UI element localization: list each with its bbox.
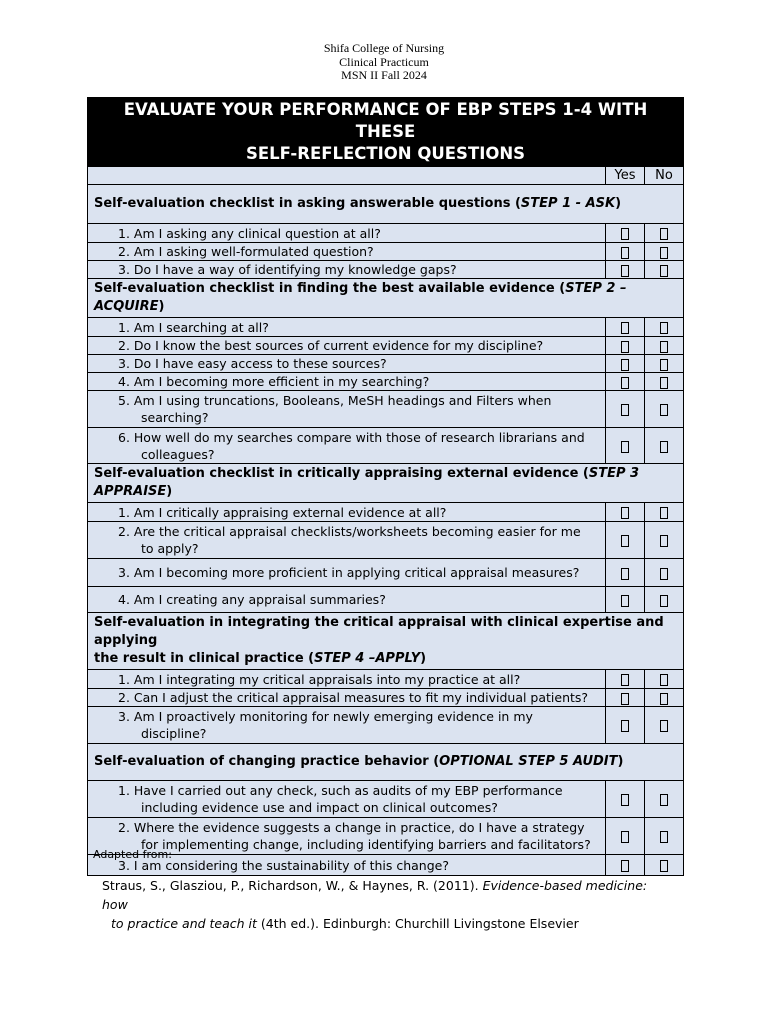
yes-checkbox[interactable]: [621, 568, 629, 580]
question-row: [88, 818, 684, 855]
question-cell: [88, 689, 606, 707]
reference-publisher: (4th ed.). Edinburgh: Churchill Livingstone Elsevier: [256, 916, 579, 931]
question-row: [88, 391, 684, 428]
document-header: [0, 42, 768, 83]
question-text-line1: 2. Can I adjust the critical appraisal measures to fit my individual patients?: [118, 690, 589, 705]
section-heading: [88, 613, 684, 670]
question-row: [88, 318, 684, 337]
question-row: [88, 855, 684, 876]
question-text: [118, 857, 599, 874]
section-heading-text: Self-evaluation checklist in asking answerable questions (: [94, 196, 521, 211]
reference-line-2: [102, 914, 662, 933]
question-text-line1: 6. How well do my searches compare with those of research librarians and: [118, 429, 585, 445]
section-heading-close: ): [617, 754, 624, 769]
question-text: [118, 782, 599, 816]
yes-checkbox-cell[interactable]: [606, 337, 645, 355]
question-row: [88, 707, 684, 744]
yes-checkbox-cell[interactable]: [606, 355, 645, 373]
yes-checkbox[interactable]: [621, 441, 629, 453]
question-text-line2: searching?: [141, 410, 209, 425]
checklist-table: [87, 97, 684, 876]
question-text: [118, 392, 599, 426]
section-heading: [88, 464, 684, 503]
header-spacer-cell: [88, 167, 606, 185]
question-text-line1: 3. I am considering the sustainability of this change?: [118, 857, 449, 873]
no-checkbox[interactable]: [660, 404, 668, 416]
question-cell: [88, 587, 606, 613]
no-checkbox-cell[interactable]: [645, 818, 684, 855]
question-text-line1: 2. Where the evidence suggests a change in practice, do I have a strategy: [118, 820, 585, 835]
no-checkbox-cell[interactable]: [645, 559, 684, 587]
question-text: [118, 819, 599, 853]
question-text-line1: 2. Are the critical appraisal checklists/worksheets becoming easier for me: [118, 524, 581, 539]
question-text-line1: 1. Am I searching at all?: [118, 319, 269, 335]
question-text: [118, 319, 599, 336]
question-row: [88, 689, 684, 707]
section-heading-text: Self-evaluation of changing practice behavior (: [94, 754, 440, 769]
yes-checkbox-cell[interactable]: [606, 818, 645, 855]
table-title-line1: EVALUATE YOUR PERFORMANCE OF EBP STEPS 1-4 WITH THESE: [123, 100, 648, 141]
question-text-line2: colleagues?: [141, 446, 215, 462]
yes-checkbox[interactable]: [621, 535, 629, 547]
no-checkbox[interactable]: [660, 441, 668, 453]
no-checkbox[interactable]: [660, 377, 668, 389]
section-heading-close: ): [420, 651, 427, 666]
question-text: [118, 429, 599, 463]
question-cell: [88, 522, 606, 559]
question-row: [88, 224, 684, 243]
question-text-line2: including evidence use and impact on clinical outcomes?: [141, 800, 498, 815]
section-step-label: STEP 4 –APPLY: [314, 651, 421, 666]
no-checkbox-cell[interactable]: [645, 707, 684, 744]
yes-column-header: Yes: [606, 167, 645, 185]
section-heading-text: Self-evaluation checklist in critically appraising external evidence (: [94, 466, 589, 481]
section-heading-close: ): [615, 196, 622, 211]
no-checkbox[interactable]: [660, 228, 668, 240]
question-text-line1: 1. Have I carried out any check, such as audits of my EBP performance: [118, 783, 563, 798]
table-title: [88, 98, 684, 167]
yes-checkbox[interactable]: [621, 322, 629, 334]
section-heading-text: Self-evaluation checklist in finding the best available evidence (: [94, 281, 566, 296]
question-row: [88, 373, 684, 391]
question-text-line1: 3. Am I becoming more proficient in applying critical appraisal measures?: [118, 565, 580, 580]
section-heading: [88, 279, 684, 318]
question-text: [118, 591, 599, 608]
question-text-line1: 1. Am I critically appraising external evidence at all?: [118, 504, 447, 520]
question-text: [118, 243, 599, 260]
question-cell: [88, 670, 606, 689]
section-heading-text-line2: the result in clinical practice (: [94, 651, 315, 666]
no-checkbox-cell[interactable]: [645, 318, 684, 337]
yes-checkbox-cell[interactable]: [606, 503, 645, 522]
reference-title-b: to practice and teach it: [111, 916, 257, 931]
yes-checkbox[interactable]: [621, 404, 629, 416]
yes-checkbox[interactable]: [621, 595, 629, 607]
section-heading-row: [88, 613, 684, 670]
section-heading-row: [88, 464, 684, 503]
question-cell: [88, 318, 606, 337]
yes-checkbox-cell[interactable]: [606, 855, 645, 876]
no-checkbox-cell[interactable]: [645, 243, 684, 261]
question-text: [118, 671, 599, 688]
question-row: [88, 503, 684, 522]
no-checkbox-cell[interactable]: [645, 587, 684, 613]
question-cell: [88, 391, 606, 428]
question-row: [88, 587, 684, 613]
question-row: [88, 428, 684, 464]
reference-citation: [102, 876, 662, 933]
no-checkbox[interactable]: [660, 693, 668, 705]
no-checkbox-cell[interactable]: [645, 689, 684, 707]
institution-name: Shifa College of Nursing: [323, 41, 445, 55]
question-text-line1: 4. Am I creating any appraisal summaries?: [118, 592, 386, 607]
yes-checkbox[interactable]: [621, 247, 629, 259]
no-checkbox-cell[interactable]: [645, 224, 684, 243]
question-text-line2: to apply?: [141, 541, 199, 556]
question-cell: [88, 559, 606, 587]
yes-checkbox[interactable]: [621, 720, 629, 732]
yes-checkbox[interactable]: [621, 794, 629, 806]
no-checkbox[interactable]: [660, 794, 668, 806]
question-cell: [88, 224, 606, 243]
question-cell: [88, 243, 606, 261]
question-text-line2: for implementing change, including identifying barriers and facilitators?: [141, 837, 591, 852]
no-checkbox-cell[interactable]: [645, 428, 684, 464]
no-checkbox[interactable]: [660, 341, 668, 353]
section-step-label: STEP 3 APPRAISE: [94, 466, 640, 499]
no-checkbox[interactable]: [660, 507, 668, 519]
question-cell: [88, 503, 606, 522]
yes-checkbox-cell[interactable]: [606, 670, 645, 689]
no-checkbox[interactable]: [660, 535, 668, 547]
section-step-label: STEP 2 – ACQUIRE: [94, 281, 627, 314]
reference-line-1: [102, 876, 662, 914]
reference-title-a: Evidence-based medicine: how: [102, 878, 648, 912]
question-row: [88, 781, 684, 818]
no-checkbox-cell[interactable]: [645, 503, 684, 522]
term-label: MSN II Fall 2024: [341, 68, 427, 82]
yes-checkbox[interactable]: [621, 674, 629, 686]
question-text: [118, 523, 599, 557]
question-text-line1: 1. Am I asking any clinical question at all?: [118, 225, 381, 241]
question-row: [88, 243, 684, 261]
no-checkbox-cell[interactable]: [645, 670, 684, 689]
yes-checkbox[interactable]: [621, 860, 629, 872]
yes-checkbox-cell[interactable]: [606, 243, 645, 261]
no-checkbox[interactable]: [660, 720, 668, 732]
no-checkbox-cell[interactable]: [645, 781, 684, 818]
yes-checkbox-cell[interactable]: [606, 318, 645, 337]
no-checkbox-cell[interactable]: [645, 522, 684, 559]
question-text: [118, 261, 599, 278]
no-checkbox-cell[interactable]: [645, 355, 684, 373]
reference-authors: Straus, S., Glasziou, P., Richardson, W., & Haynes, R. (2011).: [102, 878, 483, 893]
question-text-line1: 3. Do I have a way of identifying my knowledge gaps?: [118, 262, 457, 277]
question-text-line1: 5. Am I using truncations, Booleans, MeSH headings and Filters when: [118, 393, 552, 408]
no-checkbox-cell[interactable]: [645, 261, 684, 279]
yes-checkbox[interactable]: [621, 359, 629, 371]
question-text-line1: 4. Am I becoming more efficient in my searching?: [118, 374, 430, 389]
no-checkbox[interactable]: [660, 674, 668, 686]
question-row: [88, 355, 684, 373]
yes-checkbox-cell[interactable]: [606, 689, 645, 707]
yes-checkbox-cell[interactable]: [606, 391, 645, 428]
question-text: [118, 355, 599, 372]
yes-checkbox[interactable]: [621, 265, 629, 277]
yes-checkbox-cell[interactable]: [606, 587, 645, 613]
question-text-line1: 2. Do I know the best sources of current evidence for my discipline?: [118, 338, 544, 353]
yes-checkbox-cell[interactable]: [606, 559, 645, 587]
question-text: [118, 337, 599, 354]
yes-checkbox-cell[interactable]: [606, 781, 645, 818]
table-title-line2: SELF-REFLECTION QUESTIONS: [245, 144, 526, 163]
question-row: [88, 559, 684, 587]
question-cell: [88, 707, 606, 744]
yes-checkbox[interactable]: [621, 228, 629, 240]
section-heading-close: ): [166, 484, 173, 499]
question-text-line1: 3. Am I proactively monitoring for newly emerging evidence in my: [118, 709, 533, 724]
section-heading: [88, 185, 684, 224]
no-checkbox[interactable]: [660, 359, 668, 371]
yes-checkbox-cell[interactable]: [606, 261, 645, 279]
section-heading-row: [88, 279, 684, 318]
question-cell: [88, 781, 606, 818]
no-checkbox[interactable]: [660, 265, 668, 277]
yes-checkbox[interactable]: [621, 507, 629, 519]
question-text: [118, 225, 599, 242]
section-heading-row: [88, 744, 684, 781]
section-heading-text: Self-evaluation in integrating the critical appraisal with clinical expertise and applying: [94, 615, 664, 648]
question-text-line2: discipline?: [141, 726, 207, 741]
section-heading-close: ): [158, 299, 165, 314]
no-checkbox[interactable]: [660, 568, 668, 580]
question-text-line1: 2. Am I asking well-formulated question?: [118, 244, 374, 259]
section-heading-row: [88, 185, 684, 224]
question-cell: [88, 355, 606, 373]
question-row: [88, 261, 684, 279]
no-checkbox[interactable]: [660, 860, 668, 872]
question-text: [118, 708, 599, 742]
no-column-header: No: [645, 167, 684, 185]
question-text: [118, 373, 599, 390]
yes-checkbox-cell[interactable]: [606, 428, 645, 464]
yes-checkbox[interactable]: [621, 341, 629, 353]
course-name: Clinical Practicum: [339, 54, 429, 69]
section-heading: [88, 744, 684, 781]
question-row: [88, 670, 684, 689]
question-text-line1: 1. Am I integrating my critical appraisals into my practice at all?: [118, 671, 521, 687]
no-checkbox[interactable]: [660, 831, 668, 843]
yes-checkbox-cell[interactable]: [606, 224, 645, 243]
yes-checkbox[interactable]: [621, 831, 629, 843]
question-text-line1: 3. Do I have easy access to these sources?: [118, 356, 387, 371]
yes-checkbox[interactable]: [621, 377, 629, 389]
question-row: [88, 337, 684, 355]
no-checkbox-cell[interactable]: [645, 391, 684, 428]
question-text: [118, 564, 599, 581]
question-cell: [88, 261, 606, 279]
question-cell: [88, 337, 606, 355]
question-row: [88, 522, 684, 559]
yes-checkbox-cell[interactable]: [606, 522, 645, 559]
no-checkbox[interactable]: [660, 247, 668, 259]
section-step-label: OPTIONAL STEP 5 AUDIT: [439, 754, 618, 769]
no-checkbox-cell[interactable]: [645, 337, 684, 355]
yes-checkbox[interactable]: [621, 693, 629, 705]
no-checkbox[interactable]: [660, 595, 668, 607]
question-text: [118, 689, 599, 706]
no-checkbox[interactable]: [660, 322, 668, 334]
no-checkbox-cell[interactable]: [645, 855, 684, 876]
question-cell: [88, 428, 606, 464]
question-text: [118, 504, 599, 521]
yes-checkbox-cell[interactable]: [606, 373, 645, 391]
section-step-label: STEP 1 - ASK: [520, 196, 616, 211]
adapted-from-label: Adapted from:: [93, 848, 172, 861]
question-cell: [88, 373, 606, 391]
yes-checkbox-cell[interactable]: [606, 707, 645, 744]
no-checkbox-cell[interactable]: [645, 373, 684, 391]
